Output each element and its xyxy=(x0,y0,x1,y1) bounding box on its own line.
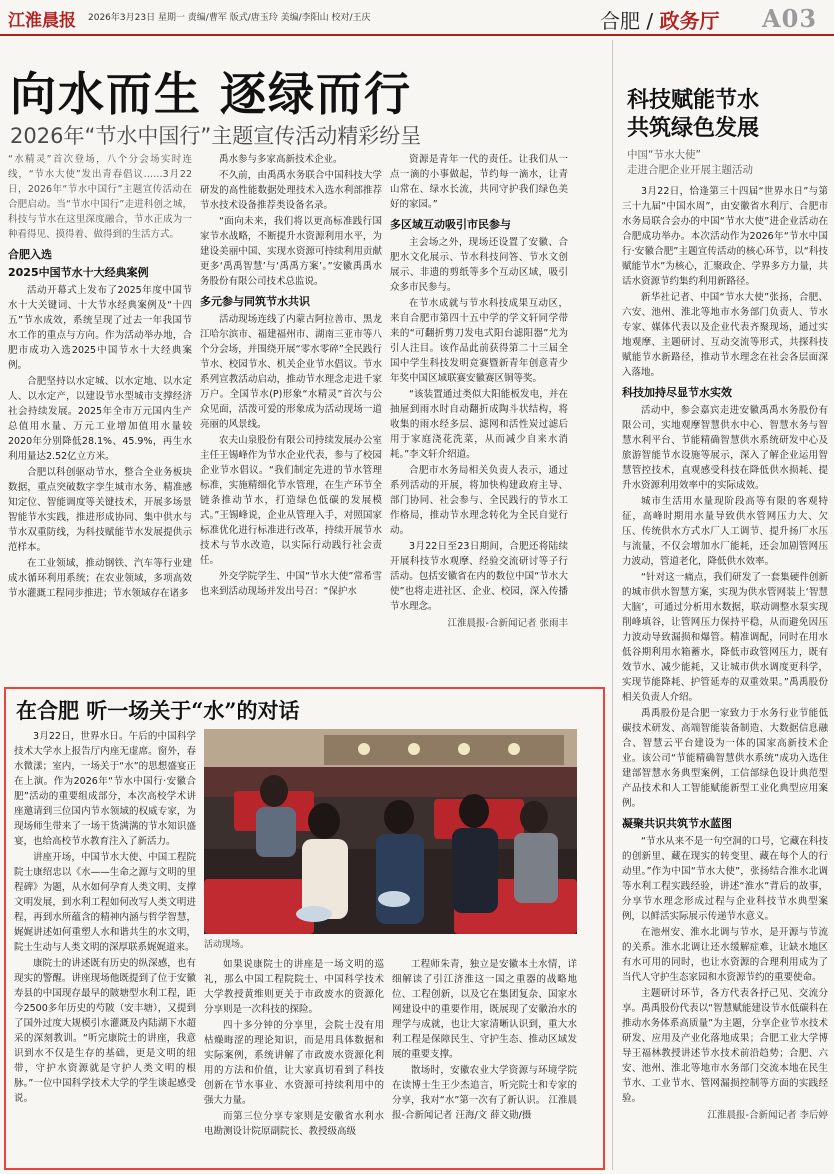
side-heading: 科技加持尽显节水实效 xyxy=(622,386,732,399)
col3-paragraph: 合肥市水务局相关负责人表示，通过系列活动的开展，将加快构建政府主导、部门协同、社会参与、全民践行的节水工作格局，推动节水理念转化为全民自觉行动。 xyxy=(390,465,568,536)
side-heading: 凝聚共识共筑节水蓝图 xyxy=(622,817,732,830)
col2-paragraph: “面向未来，我们将以更高标准践行国家节水战略，不断提升水资源利用水平，为建设美丽中国、实现水资源可持续利用贡献更多‘禹禹智慧’与‘禹禹方案’。”安徽禹禹水务股份有限公司技术总监说。 xyxy=(200,216,382,287)
side-byline: 江淮晨报-合新闻记者 李后婷 xyxy=(707,1110,828,1121)
side-paragraph: 活动中，参会嘉宾走进安徽禹禹水务股份有限公司，实地观摩智慧供水中心、智慧水务与智慧水利平台、节能精确智慧供水系统研发中心及旅游智能节水设施等展示，深入了解企业运用智慧管控技术，直观感受科技在降低供水损耗、提升水资源利用效率中的实际成效。 xyxy=(622,405,828,491)
section-label: 合肥 / 政务厅 xyxy=(600,9,720,33)
col2-heading: 多元参与同筑节水共识 xyxy=(200,295,310,308)
paper-name: 江淮晨报 xyxy=(8,11,76,31)
side-paragraph: 城市生活用水量现阶段高等有限的客观特征，高峰时期用水量导致供水管网压力大、欠压、传统供水方式水厂人工调节、提升扬厂水压与流量，不仅会增加水厂能耗，还会加剧管网压力波动，管道老化，降低供水效率。 xyxy=(622,496,828,567)
col2-paragraph: 外交学院学生、中国“节水大使”常希雪也来到活动现场并发出号召：“保护水 xyxy=(200,571,382,597)
lecture-photo xyxy=(204,729,577,934)
subhead: 2026年“节水中国行”主题宣传活动精彩纷呈 xyxy=(10,124,422,148)
col1-paragraph: 合肥坚持以水定城、以水定地、以水定人、以水定产，以建设节水型城市支撑经济社会持续发展。2025年全市万元国内生产总值用水量、万元工业增加值用水量较2020年分别降低28.1%、45.9%，再生水利用量达2.52亿立方米。 xyxy=(8,376,192,462)
side-paragraph: 在池州安、淮水北调与节水，是开源与节流的关系。淮水北调让还水缓解症难，让缺水地区有水可用的同时，也让水资源的合理利用成为了当代人守护生态家园和水资源节约的重要使命。 xyxy=(622,927,828,983)
section-city: 合肥 xyxy=(600,9,640,33)
lecture-hall-illustration xyxy=(204,729,577,934)
side-paragraph: 禹禹股份是合肥一家致力于水务行业节能低碳技术研发、高端智能装备制造、大数据信息融合、智慧云平台建设为一体的国家高新技术企业。该公司“节能精确智慧供水系统”成功入选住建部智慧水务典型案例，工信部绿色设计典范型产品技术和人工智能赋能新型工业化典型应用案例。 xyxy=(622,708,828,809)
column-2 xyxy=(200,152,382,682)
side-paragraph: 新华社记者、中国“节水大使”张扬，合肥、六安、池州、淮北等地市水务部门负责人、节水专家、媒体代表以及企业代表齐聚现场，通过实地观摩、主题研讨、互动交流等形式，共探科技赋能节水新路径，推动节水理念在社会各层面深入落地。 xyxy=(622,292,828,378)
featured-column-3 xyxy=(392,957,577,1167)
col2-paragraph: 活动现场连线了内蒙古阿拉善市、黑龙江哈尔滨市、福建福州市、湖南三亚市等八个分会场，并围绕开展“零水零碎”全民践行节水、校园节水、机关企业节水倡议。节水系列宣教活动启动，推动节水理念走进千家万户。全国节水(P)形象“水精灵”首次与公众见面，活泼可爱的形象成为活动现场一道亮丽的风景线。 xyxy=(200,314,382,430)
col1-paragraph: 活动开幕式上发布了2025年度中国节水十大关键词、十大节水经典案例及“十四五”节水成效，系统呈现了过去一年我国节水工作的重点与方向。作为活动举办地，合肥市成功入选2025中国节水十大经典案例。 xyxy=(8,285,192,371)
side-paragraph: 主题研讨环节，各方代表各抒己见、交流分享。禹禹股份代表以“智慧赋能建设节水低碳科在推动水务体系高质量”为主题，分享企业节水技术研发、应用及产业化落地成果；合肥工业大学博导王福林教授讲述节水技术前沿趋势；合肥、六安、池州、淮北等地市水务部门交流本地在民生节水、工业节水、管网漏损控制等方面的实践经验。 xyxy=(622,988,828,1104)
masthead xyxy=(0,0,834,36)
col3-paragraph: 主会场之外，现场还设置了安徽、合肥水文化展示、节水科技问答、节水文创展示、非遗的剪纸等多个互动区域，吸引众多市民参与。 xyxy=(390,237,568,293)
col3-byline: 江淮晨报-合新闻记者 张雨丰 xyxy=(447,618,568,629)
col2-paragraph: 不久前，由禹禹水务联合中国科技大学研发的高性能数据处理技术入选水利部推荐节水技术设备推荐类设备名录。 xyxy=(200,170,382,211)
featured-paragraph: 散场时，安徽农业大学资源与环境学院在读博士生王少杰追言，听完院士和专家的分享，我对“水”第一次有了新认识。 江淮晨报-合新闻记者 汪海/文 薛文勋/摄 xyxy=(392,1065,577,1121)
featured-column-2 xyxy=(204,957,384,1167)
photo-caption: 活动现场。 xyxy=(204,940,250,950)
headline: 向水而生 逐绿而行 xyxy=(10,67,413,121)
col3-paragraph: 在节水成就与节水科技成果互动区，来自合肥市第四十五中学的学文轩同学带来的“可翻折剪刀发电式阳台滤阳器”尤为引人注目。该作品此前获得第二十三届全国中学生科技发明竞赛暨新青年创意青少年奖中国区域联赛安徽赛区铜等奖。 xyxy=(390,298,568,384)
col3-paragraph: “该装置通过类似大阳能板发电，并在抽屉到雨水时自动翻折成陶斗状结构，将收集的雨水经多层、滤网和活性炭过滤后用于家庭浇花洗菜，从而减少自来水消耗。”李文轩介绍道。 xyxy=(390,389,568,460)
col2-paragraph: 农夫山泉股份有限公司持续发展办公室主任王锡峰作为节水企业代表，参与了校园企业节水倡议。“我们制定先进的节水管理标准，实施精细化节水管理，在生产环节全链条推动节水，打造绿色低碳的发展模式。”王锡峰说，企业从管理入手，对照国家标准优化进行标准进行改革，持续开展节水技术与节水改造，以实际行动践行社会责任。 xyxy=(200,435,382,566)
col1-paragraph: 合肥以科创驱动节水，整合全业务板块数据，重点突破数字孪生城市水务、精准感知定位、智能调度等关键技术，开展多场景智能节水实践，推进形成协同、集中供水与节水双重防线，为科技赋能节水发展提供示范样本。 xyxy=(8,467,192,553)
side-paragraph: “针对这一痛点，我们研发了一套集硬件创新的城市供水智慧方案，实现为供水管网装上‘智慧大脑’，可通过分析用水数据，联动调整水泵实现削峰填谷，让管网压力保持平稳，从而避免因压力波动导致漏损和爆管。精准调配，同时在用水低谷期利用水箱蓄水，降低市政管网压力，既有效节水、减少能耗，又让城市供水调度更科学，实现节能降耗、护管延寿的双重效果。”禹禹股份相关负责人介绍。 xyxy=(622,572,828,703)
featured-paragraph: 四十多分钟的分享里，会院士没有用枯燥晦涩的理论知识，而是用具体数据和实际案例，系统讲解了市政废水资源化利用的方法和价值，让大家真切看到了科技创新在节水事业、水资源可持续利用中的强大力量。 xyxy=(204,1020,384,1106)
col2-paragraph: 禹水参与多家高新技术企业。 xyxy=(219,154,343,165)
column-divider xyxy=(612,40,613,1170)
col1-heading-1: 合肥入选 xyxy=(8,248,52,261)
featured-paragraph: 而第三位分享专家则是安徽省水利水电勘测设计院原副院长、教授级高级 xyxy=(204,1111,384,1137)
featured-article xyxy=(4,687,605,1170)
section-name: 政务厅 xyxy=(659,9,720,33)
side-subtitle-line: 走进合肥企业开展主题活动 xyxy=(627,164,753,176)
side-title-line: 科技赋能节水 xyxy=(627,87,760,113)
side-subtitle-line: 中国“节水大使” xyxy=(627,149,701,161)
side-subtitle xyxy=(627,148,827,178)
side-paragraph: “节水从来不是一句空洞的口号，它藏在科技的创新里、藏在现实的转变里、藏在每个人的行动里。”作为中国“节水大使”，张扬结合淮水北调等水利工程实践经验，讲述“淮水”背后的故事，分享节水理念形成过程与企业科技节水典型案例，以鲜活实际展示传递节水意义。 xyxy=(622,836,828,922)
side-column xyxy=(622,184,828,1170)
featured-paragraph: 如果说康院士的讲座是一场文明的巡礼，那么中国工程院院士、中国科学技术大学教授黄维则更关于市政废水的资源化分享则是一次科技的探险。 xyxy=(204,959,384,1015)
lead-text: “水精灵”首次登场，八个分会场实时连线，“节水大使”发出青春倡议……3月22日，2026年“节水中国行”主题宣传活动在合肥启动。当“节水中国行”走进科创之城，科技与节水在这里深度融合，节水正成为一种看得见、摸得着、做得到的生活方式。 xyxy=(8,154,192,240)
side-title-line: 共筑绿色发展 xyxy=(627,115,760,141)
col3-paragraph: 资源是青年一代的责任。让我们从一点一滴的小事做起，节约每一滴水，让青山常在、绿水长流，共同守护我们绿色美好的家园。” xyxy=(390,154,568,210)
featured-paragraph: 康院士的讲述既有历史的纵深感，也有现实的警醒。讲座现场他既提到了位于安徽寿县的中国现存最早的陂塘型水利工程，距今2500多年历史的芍陂（安丰塘），又提到了国外过度大规模引水灌溉及内陆湖下水超采的深刻教训。“听完康院士的讲座，我意识到水不仅是生存的基础，更是文明的纽带，守护水资源就是守护人类文明的根脉。”一位中国科学技术大学的学生谈起感受说。 xyxy=(14,958,196,1104)
page-number: A03 xyxy=(762,4,818,33)
featured-paragraph: 讲座开场，中国节水大使、中国工程院院士康绍忠以《水——生命之源与文明的里程碑》为题，从水如何孕育人类文明、支撑文明发展，到水利工程如何改写人类文明进程，再到水所蕴含的精神内涵与哲学智慧，娓娓讲述如何重塑人水和谐共生的水文明，院士生动与人类文明的深厚联系娓娓道来。 xyxy=(14,852,196,953)
col1-heading-2: 2025中国节水十大经典案例 xyxy=(8,266,149,279)
side-paragraph: 3月22日，恰逢第三十四届“世界水日”与第三十九届“中国水周”，由安徽省水利厅、合肥市水务局联合会办的中国“节水大使”进企业活动在合肥成功举办。本次活动作为2026年“节水中国行·安徽合肥”主题宣传活动的核心环节，以“科技赋能节水”为核心，汇聚政企、学界多方力量，共话水资源节约集约利用新路径。 xyxy=(622,186,828,287)
featured-paragraph: 3月22日，世界水日。午后的中国科学技术大学水上报告厅内座无虚席。窗外，春水微漾；室内，一场关于“水”的思想盛宴正在上演。作为2026年“节水中国行·安徽合肥”活动的重要组成部分，本次高校学术讲座邀请到三位国内节水领域的权威专家，为现场师生带来了一场干货满满的节水知识盛宴，也给高校节水教育注入了新活力。 xyxy=(14,731,196,847)
featured-paragraph: 工程师朱青，独立是安徽本土水情，详细解读了引江济淮这一国之重器的战略地位、工程创新，以及它在集团复杂、国家水网建设中的重要作用，既展现了安徽治水的理学与成就，也让大家清晰认识到，重大水利工程是保障民生、守护生态、推动区域发展的重要支撑。 xyxy=(392,959,577,1060)
column-3 xyxy=(390,152,568,682)
featured-column-1 xyxy=(14,729,196,1167)
col1-paragraph: 在工业领域，推动钢铁、汽车等行业建成水循环利用系统；在农业领域，多项高效节水灌溉工程同步推进；节水领域存在诸多 xyxy=(8,558,192,599)
featured-title: 在合肥 听一场关于“水”的对话 xyxy=(16,698,300,723)
column-1 xyxy=(8,152,192,682)
col3-heading: 多区域互动吸引市民参与 xyxy=(390,218,511,231)
side-title xyxy=(627,86,827,142)
col3-paragraph: 3月22日至23日期间，合肥还将陆续开展科技节水观摩、经验交流研讨等子行活动。包括安徽省在内的数位中国“节水大使”也将走进社区、企业、校园，深入传播节水理念。 xyxy=(390,541,568,612)
issue-meta: 2026年3月23日 星期一 责编/曹军 版式/唐玉玲 美编/李阳山 校对/王庆 xyxy=(88,13,371,23)
